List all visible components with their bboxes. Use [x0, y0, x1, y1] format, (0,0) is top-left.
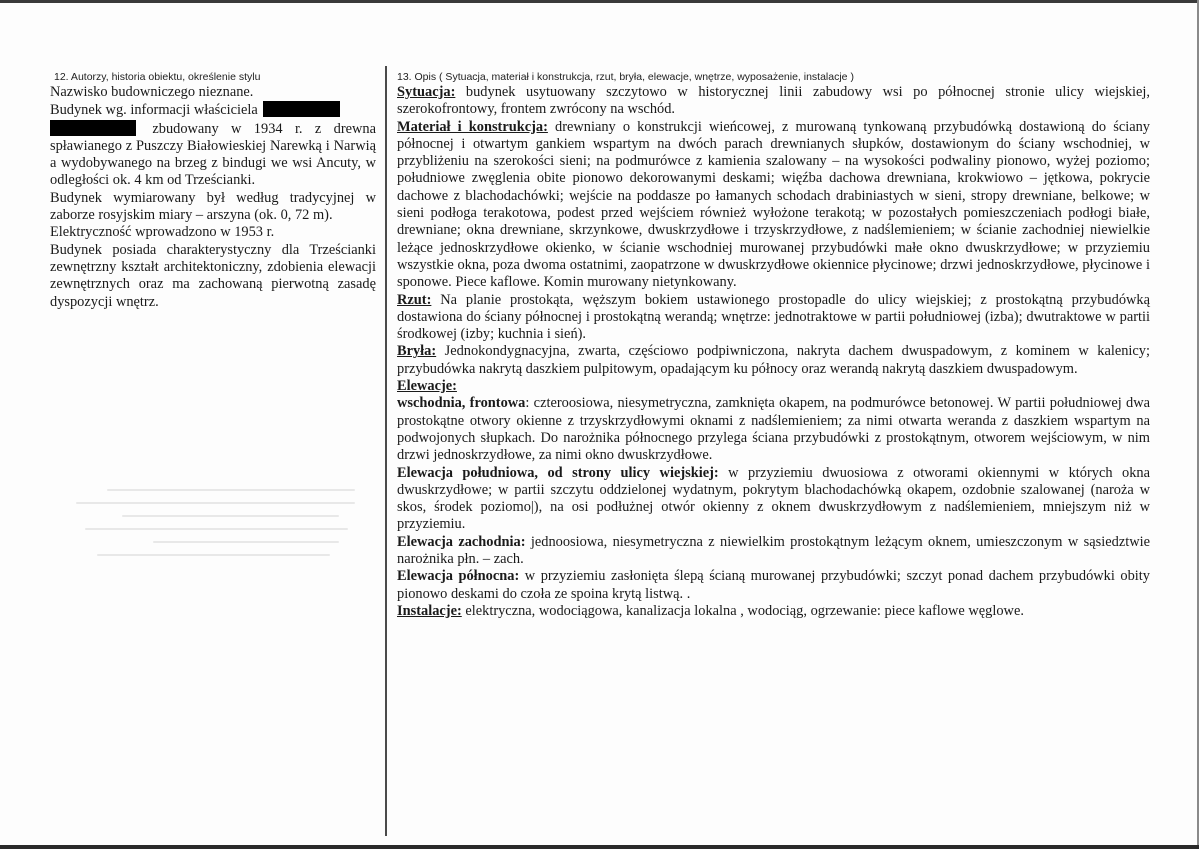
history-text — [50, 84, 376, 311]
history-owner-intro: Budynek wg. informacji właściciela — [50, 102, 258, 119]
bleed-through-text — [60, 478, 370, 588]
heading-bryla: Bryła: — [397, 343, 437, 360]
heading-wschodnia: wschodnia, frontowa — [397, 395, 526, 412]
text-zachodnia: jednoosiowa, niesymetryczna z niewielkim prostokątnym leżącym oknem, umieszczonym w sąsiedztwie narożnika płn. – zach. — [397, 533, 1150, 568]
heading-sytuacja: Sytuacja: — [397, 84, 456, 100]
paragraph-bryla — [397, 343, 1150, 378]
paragraph-sytuacja — [397, 84, 1150, 119]
section-13-label: 13. Opis ( Sytuacja, materiał i konstrukcja, rzut, bryła, elewacje, wnętrze, wyposażenie, instalacje ) — [397, 71, 854, 83]
section-12-label: 12. Autorzy, historia obiektu, określenie stylu — [54, 71, 261, 83]
description-text — [397, 84, 1150, 620]
scan-edge-bottom — [0, 845, 1199, 849]
history-line-electricity: Elektryczność wprowadzono w 1953 r. — [50, 224, 275, 241]
history-line-builder: Nazwisko budowniczego nieznane. — [50, 84, 254, 100]
history-build-details: zbudowany w 1934 r. z drewna spławianego z Puszczy Białowieskiej Narewką i Narwią a wydobywanego na brzeg z bindugi we wsi Ancuty, w odległości ok. 4 km od Trześcianki. — [50, 120, 376, 189]
text-bryla: Jednokondygnacyjna, zwarta, częściowo podpiwniczona, nakryta dachem dwuspadowym, z kominem w kalenicy; przybudówka nakrytą daszkiem pulpitowym, opadającym ku północy oraz werandą nakrytą daszkiem dwuspadowym. — [397, 343, 1150, 377]
scan-edge-top — [0, 0, 1199, 3]
history-line-measure: Budynek wymiarowany był według tradycyjnej w zaborze rosyjskim miary – arszyna (ok. 0, 72 m). — [50, 189, 376, 224]
paragraph-zachodnia — [397, 534, 1150, 569]
heading-rzut: Rzut: — [397, 291, 432, 308]
paragraph-poludniowa — [397, 465, 1150, 534]
text-material: drewniany o konstrukcji wieńcowej, z murowaną tynkowaną przybudówką dostawioną do ściany północnej i otwartym gankiem wspartym na dwóch parach drewnianych słupków, dostawionym do ściany wschodniej, w przybliżeniu na szerokości sieni; na podmurówce z kamienia szalowany – na wysokości podwaliny pionowo, wyżej poziomo; południowe zwęglenia obite pionowo dekorowanymi deskami; więźba dachowa drewniana, krokwiowo – jętkowa, pokrycie dachowe z blachodachówki; wejście na poddasze po łamanych schodach drabiniastych w sieni, stropy drewniane, belkowe; w sieni podłoga terakotowa, podest przed wejściem również wyłożone terakotą; w pozostałych pomieszczeniach podłogi białe, drewniane; okna drewniane, skrzynkowe, dwuskrzydłowe i trzyskrzydłowe, z nadślemieniem; w ścianie zachodniej niewielkie leżące jednoskrzydłowe okienko, w ścianie wschodniej murowanej przybudówki małe okno dwuskrzydłowe; w przyziemiu wszystkie okna, poza dwoma ostatnimi, zaopatrzone w dwuskrzydłowe okiennice płycinowe; drzwi jednoskrzydłowe, płycinowe i sponowe. Piece kaflowe. Komin murowany nietynkowany. — [397, 118, 1150, 291]
section-12-history — [50, 70, 376, 311]
text-wschodnia: : czteroosiowa, niesymetryczna, zamknięta okapem, na podmurówce betonowej. W partii południowej dwa prostokątne otwory okienne z trzyskrzydłowymi oknami z nadślemieniem; za nimi otwarta weranda z daszkiem wspartym na podwojonych słupkach. Do narożnika północnego przylega ściana przybudówki z prostokątnym, otworem wejściowym, w nim drzwi jednoskrzydłowe, za nimi okno dwuskrzydłowe. — [397, 395, 1150, 464]
heading-instalacje: Instalacje: — [397, 602, 462, 619]
text-sytuacja: budynek usytuowany szczytowo w historycznej linii zabudowy wsi po północnej stronie ulicy wiejskiej, szerokofrontowy, frontem zwrócony na wschód. — [397, 84, 1150, 118]
redaction-block — [50, 120, 136, 136]
paragraph-material — [397, 119, 1150, 292]
text-polnocna: w przyziemiu zasłonięta ślepą ścianą murowanej przybudówki; szczyt ponad dachem przybudówki obity pionowo deskami do czoła ze spoina krytą listwą. . — [397, 568, 1150, 602]
heading-elewacje: Elewacje: — [397, 378, 457, 395]
text-poludniowa: w przyziemiu dwuosiowa z otworami okiennymi w których okna dwuskrzydłowe; w partii szczytu oddzielonej wydatnym, pokrytym blachodachówką okapem, ozdobnie szalowanej (naroża w skos, środek poziomo|), na osi podłużnej otwór okienny z oknem dwuskrzydłowym z nadślemieniem, mniejszym niż w przyziemiu. — [397, 464, 1150, 533]
heading-material: Materiał i konstrukcja: — [397, 118, 548, 135]
paragraph-wschodnia — [397, 395, 1150, 464]
heading-polnocna: Elewacja północna: — [397, 568, 520, 585]
paragraph-rzut — [397, 292, 1150, 344]
section-13-description — [397, 70, 1150, 620]
text-rzut: Na planie prostokąta, węższym bokiem ustawionego prostopadle do ulicy wiejskiej; z prostokątną przybudówką dostawiona do ściany północnej i prostokątną werandą; wnętrze: jednotraktowe w partii południowej (izba); dwutraktowe w partii środkowej (izby; kuchnia i sień). — [397, 291, 1150, 343]
text-instalacje: elektryczna, wodociągowa, kanalizacja lokalna , wodociąg, ogrzewanie: piece kaflowe węglowe. — [461, 602, 1024, 619]
column-divider — [385, 66, 387, 836]
heading-poludniowa: Elewacja południowa, od strony ulicy wiejskiej: — [397, 464, 719, 481]
paragraph-polnocna — [397, 568, 1150, 603]
paragraph-elewacje — [397, 378, 1150, 395]
heading-zachodnia: Elewacja zachodnia: — [397, 533, 526, 550]
history-line-construction — [50, 101, 376, 189]
paragraph-instalacje — [397, 603, 1150, 620]
history-line-character: Budynek posiada charakterystyczny dla Trześcianki zewnętrzny kształt architektoniczny, zdobienia elewacji zewnętrznych oraz ma zachowaną pierwotną zasadę dyspozycji wnętrz. — [50, 241, 376, 310]
redaction-block — [263, 101, 340, 117]
